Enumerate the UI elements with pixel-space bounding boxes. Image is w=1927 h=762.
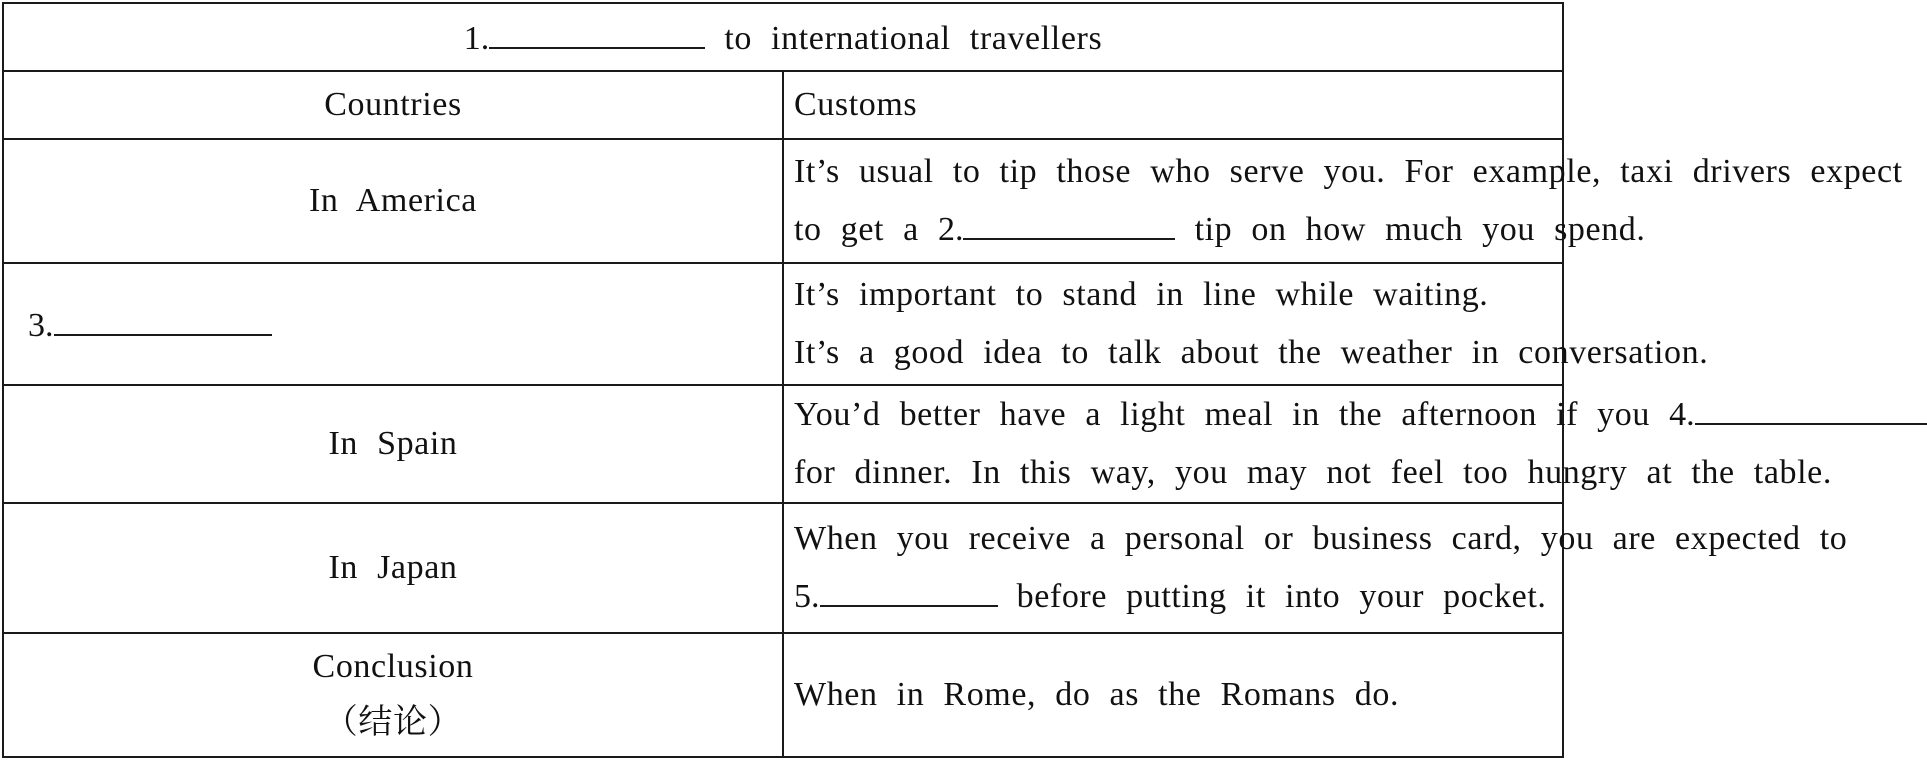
header-countries: Countries bbox=[3, 71, 783, 139]
conclusion-label: Conclusion bbox=[312, 648, 474, 685]
custom-cell bbox=[783, 385, 1832, 503]
table-row bbox=[3, 385, 1563, 503]
custom-line: It’s important to stand in line while waiting. bbox=[794, 276, 1489, 313]
custom-line: for dinner. In this way, you may not feel too hungry at the table. bbox=[794, 454, 1832, 491]
worksheet-table bbox=[2, 2, 1903, 758]
line-text: to get a bbox=[794, 211, 919, 248]
country-cell: In Spain bbox=[3, 385, 783, 503]
blank-number: 1. bbox=[463, 19, 490, 57]
custom-line: It’s usual to tip those who serve you. For example, taxi drivers expect bbox=[794, 153, 1903, 190]
custom-line: When you receive a personal or business card, you are expected to bbox=[794, 520, 1848, 557]
country-cell: In America bbox=[3, 139, 783, 263]
table-row bbox=[3, 633, 1563, 757]
blank-number: 4. bbox=[1669, 396, 1695, 433]
custom-cell bbox=[783, 263, 1709, 385]
blank-number: 3. bbox=[28, 306, 54, 344]
blank-3[interactable] bbox=[54, 304, 272, 336]
custom-line: It’s a good idea to talk about the weather in conversation. bbox=[794, 334, 1709, 371]
custom-line bbox=[794, 386, 1695, 444]
blank-number: 5. bbox=[794, 578, 820, 615]
conclusion-label-cn: （结论） bbox=[323, 704, 463, 741]
country-cell: In Japan bbox=[3, 503, 783, 633]
title-text: to international travellers bbox=[724, 19, 1103, 57]
blank-4[interactable] bbox=[1695, 393, 1927, 425]
table-row bbox=[3, 263, 1563, 385]
table-row bbox=[3, 139, 1563, 263]
line-text: You’d better have a light meal in the afternoon if you bbox=[794, 396, 1650, 433]
country-cell bbox=[3, 263, 783, 385]
line-text: tip on how much you spend. bbox=[1194, 211, 1646, 248]
table-row bbox=[3, 503, 1563, 633]
custom-line bbox=[794, 201, 1646, 259]
custom-cell bbox=[783, 503, 1848, 633]
line-text: before putting it into your pocket. bbox=[1016, 578, 1547, 615]
blank-1[interactable] bbox=[489, 17, 705, 49]
country-cell bbox=[3, 633, 783, 757]
header-row bbox=[3, 71, 1563, 139]
header-customs: Customs bbox=[783, 71, 1563, 139]
conclusion-text: When in Rome, do as the Romans do. bbox=[783, 633, 1563, 757]
custom-cell bbox=[783, 139, 1903, 263]
custom-line bbox=[794, 568, 1548, 626]
blank-2[interactable] bbox=[963, 208, 1175, 240]
title-cell bbox=[3, 3, 1563, 71]
title-row bbox=[3, 3, 1563, 71]
blank-number: 2. bbox=[937, 211, 964, 248]
blank-5[interactable] bbox=[820, 575, 998, 607]
